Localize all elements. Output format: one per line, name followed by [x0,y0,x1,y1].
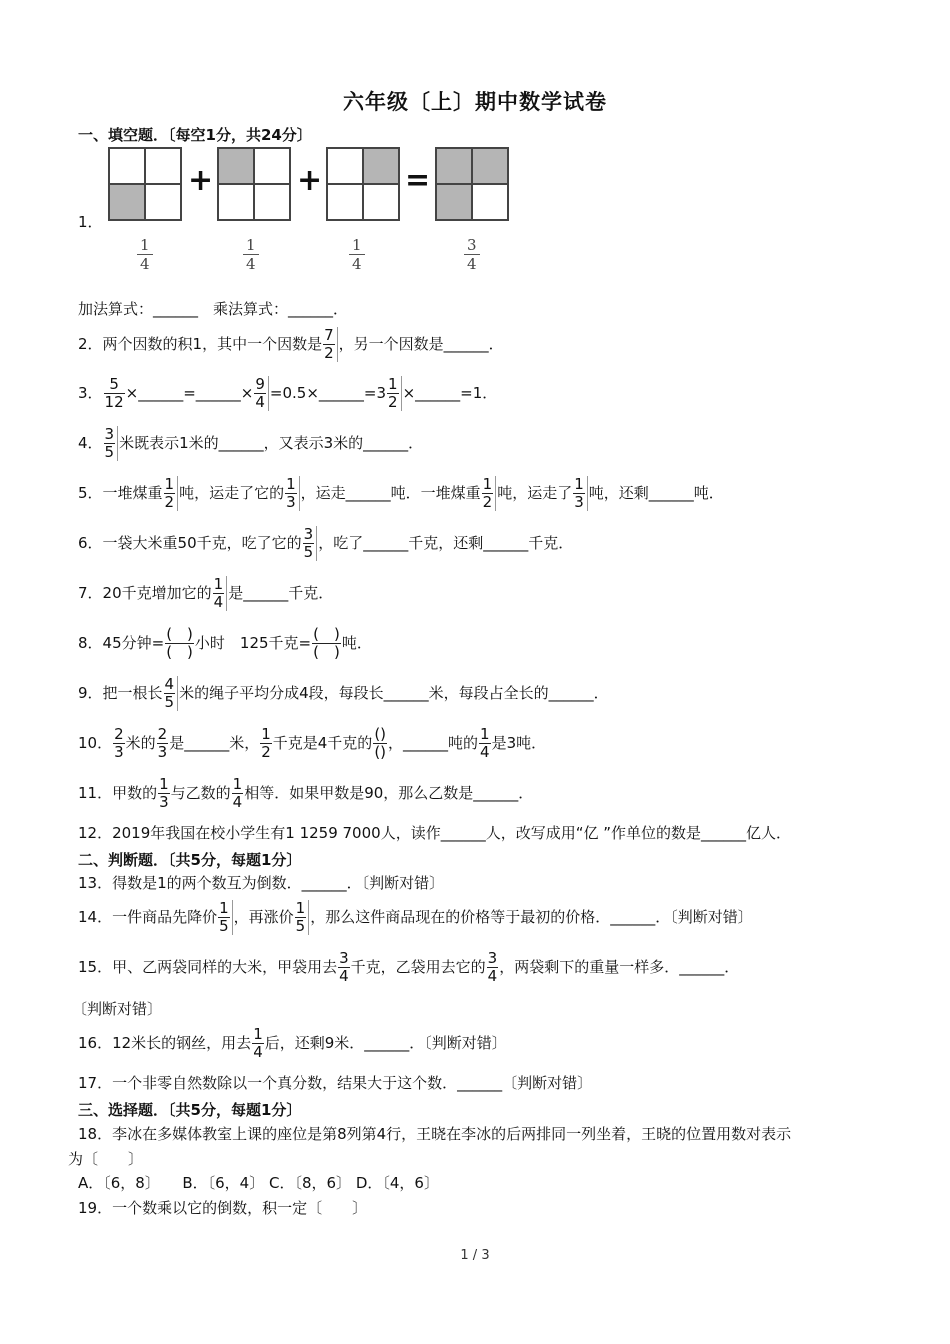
shaded-cell [109,184,145,220]
question-number: 1． [78,213,103,231]
diagram-fraction: 1 4 [243,236,259,273]
grid-cell [109,148,145,184]
shaded-cell [472,148,508,184]
grid-square [435,147,509,221]
grid-cell [472,184,508,220]
grid-square [217,147,291,221]
diagram-fraction: 1 4 [349,236,365,273]
grid-cell [363,184,399,220]
diagram-fraction: 1 4 [137,236,153,273]
section-heading-fill-blank: 一、填空题．〔每空1分，共24分〕 [78,126,312,144]
question-7: 7．20千克增加它的 $\frac{1}{4}$ 是______千克． [78,575,334,611]
question-19: 19．一个数乘以它的倒数，积一定〔 〕 [78,1199,368,1217]
shaded-cell [218,148,254,184]
shaded-cell [436,148,472,184]
question-15-suffix: 〔判断对错〕 [72,1000,163,1018]
question-2: 2．两个因数的积1，其中一个因数是 $\frac{7}{2}$ ，另一个因数是______． [78,326,504,362]
question-10: 10． $\frac{2}{3}$ 米的 $\frac{2}{3}$ 是______米， $\frac{1}{2}$ 千克是4千克的 $\frac{()}{()}$ ，______吨的 $\frac{1}{4}$ 是3吨． [78,725,547,761]
question-14: 14．一件商品先降价 $\frac{1}{5}$ ，再涨价 $\frac{1}{5}$ ，那么这件商品现在的价格等于最初的价格．______．〔判断对错〕 [78,899,753,935]
question-6: 6．一袋大米重50千克，吃了它的 $\frac{3}{5}$ ，吃了______千克，还剩______千克． [78,525,574,561]
question-8: 8．45分钟= $\frac{( )}{( )}$ 小时 125千克= $\frac{( )}{( )}$ 吨． [78,625,372,661]
section-heading-multiple-choice: 三、选择题．〔共5分，每题1分〕 [78,1101,302,1119]
plus-sign: + [297,163,323,198]
grid-cell [254,148,290,184]
page-title: 六年级〔上〕期中数学试卷 [343,90,607,114]
question-18-answer-blank: 为〔 〕 [68,1150,144,1168]
grid-cell [327,184,363,220]
question-13: 13．得数是1的两个数互为倒数．______．〔判断对错〕 [78,874,445,892]
question-16: 16．12米长的钢丝，用去 $\frac{1}{4}$ 后，还剩9米．______．〔判断对错〕 [78,1025,507,1061]
grid-cell [145,148,181,184]
section-heading-true-false: 二、判断题．〔共5分，每题1分〕 [78,851,302,869]
question-15: 15．甲、乙两袋同样的大米，甲袋用去 $\frac{3}{4}$ 千克，乙袋用去它的 $\frac{3}{4}$ ，两袋剩下的重量一样多．______． [78,949,740,985]
equals-sign: = [405,163,431,198]
diagram-fraction: 3 4 [464,236,480,273]
grid-square [326,147,400,221]
question-5: 5．一堆煤重 $\frac{1}{2}$ 吨，运走了它的 $\frac{1}{3}$ ，运走______吨．一堆煤重 $\frac{1}{2}$ 吨，运走了 $\frac{1}{3}$ 吨，还剩______吨． [78,475,724,511]
question-9: 9．把一根长 $\frac{4}{5}$ 米的绳子平均分成4段，每段长______米，每段占全长的______． [78,675,609,711]
question-11: 11．甲数的 $\frac{1}{3}$ 与乙数的 $\frac{1}{4}$ 相等．如果甲数是90，那么乙数是______． [78,775,534,811]
grid-square [108,147,182,221]
question-4: 4． $\frac{3}{5}$ 米既表示1米的______，又表示3米的______． [78,425,424,461]
question-18-options: A．〔6，8〕 B．〔6，4〕 C．〔8，6〕 D．〔4，6〕 [78,1174,439,1192]
grid-cell [218,184,254,220]
question-18: 18．李冰在多媒体教室上课的座位是第8列第4行，王晓在李冰的后两排同一列坐着，王晓的位置用数对表示 [78,1125,792,1143]
page-number: 1 / 3 [460,1248,490,1263]
plus-sign: + [188,163,214,198]
question-12: 12．2019年我国在校小学生有1 1259 7000人，读作______人，改写成用“亿 ”作单位的数是______亿人． [78,824,792,842]
question-1-answers: 加法算式：______ 乘法算式：______． [78,300,349,318]
question-17: 17．一个非零自然数除以一个真分数，结果大于这个数．______〔判断对错〕 [78,1074,593,1092]
grid-cell [327,148,363,184]
shaded-cell [363,148,399,184]
question-3: 3． $\frac{5}{12}$ ×______=______× $\frac{9}{4}$ =0.5×______=3 $\frac{1}{2}$ ×______=1． [78,375,498,411]
grid-cell [254,184,290,220]
shaded-cell [436,184,472,220]
grid-cell [145,184,181,220]
